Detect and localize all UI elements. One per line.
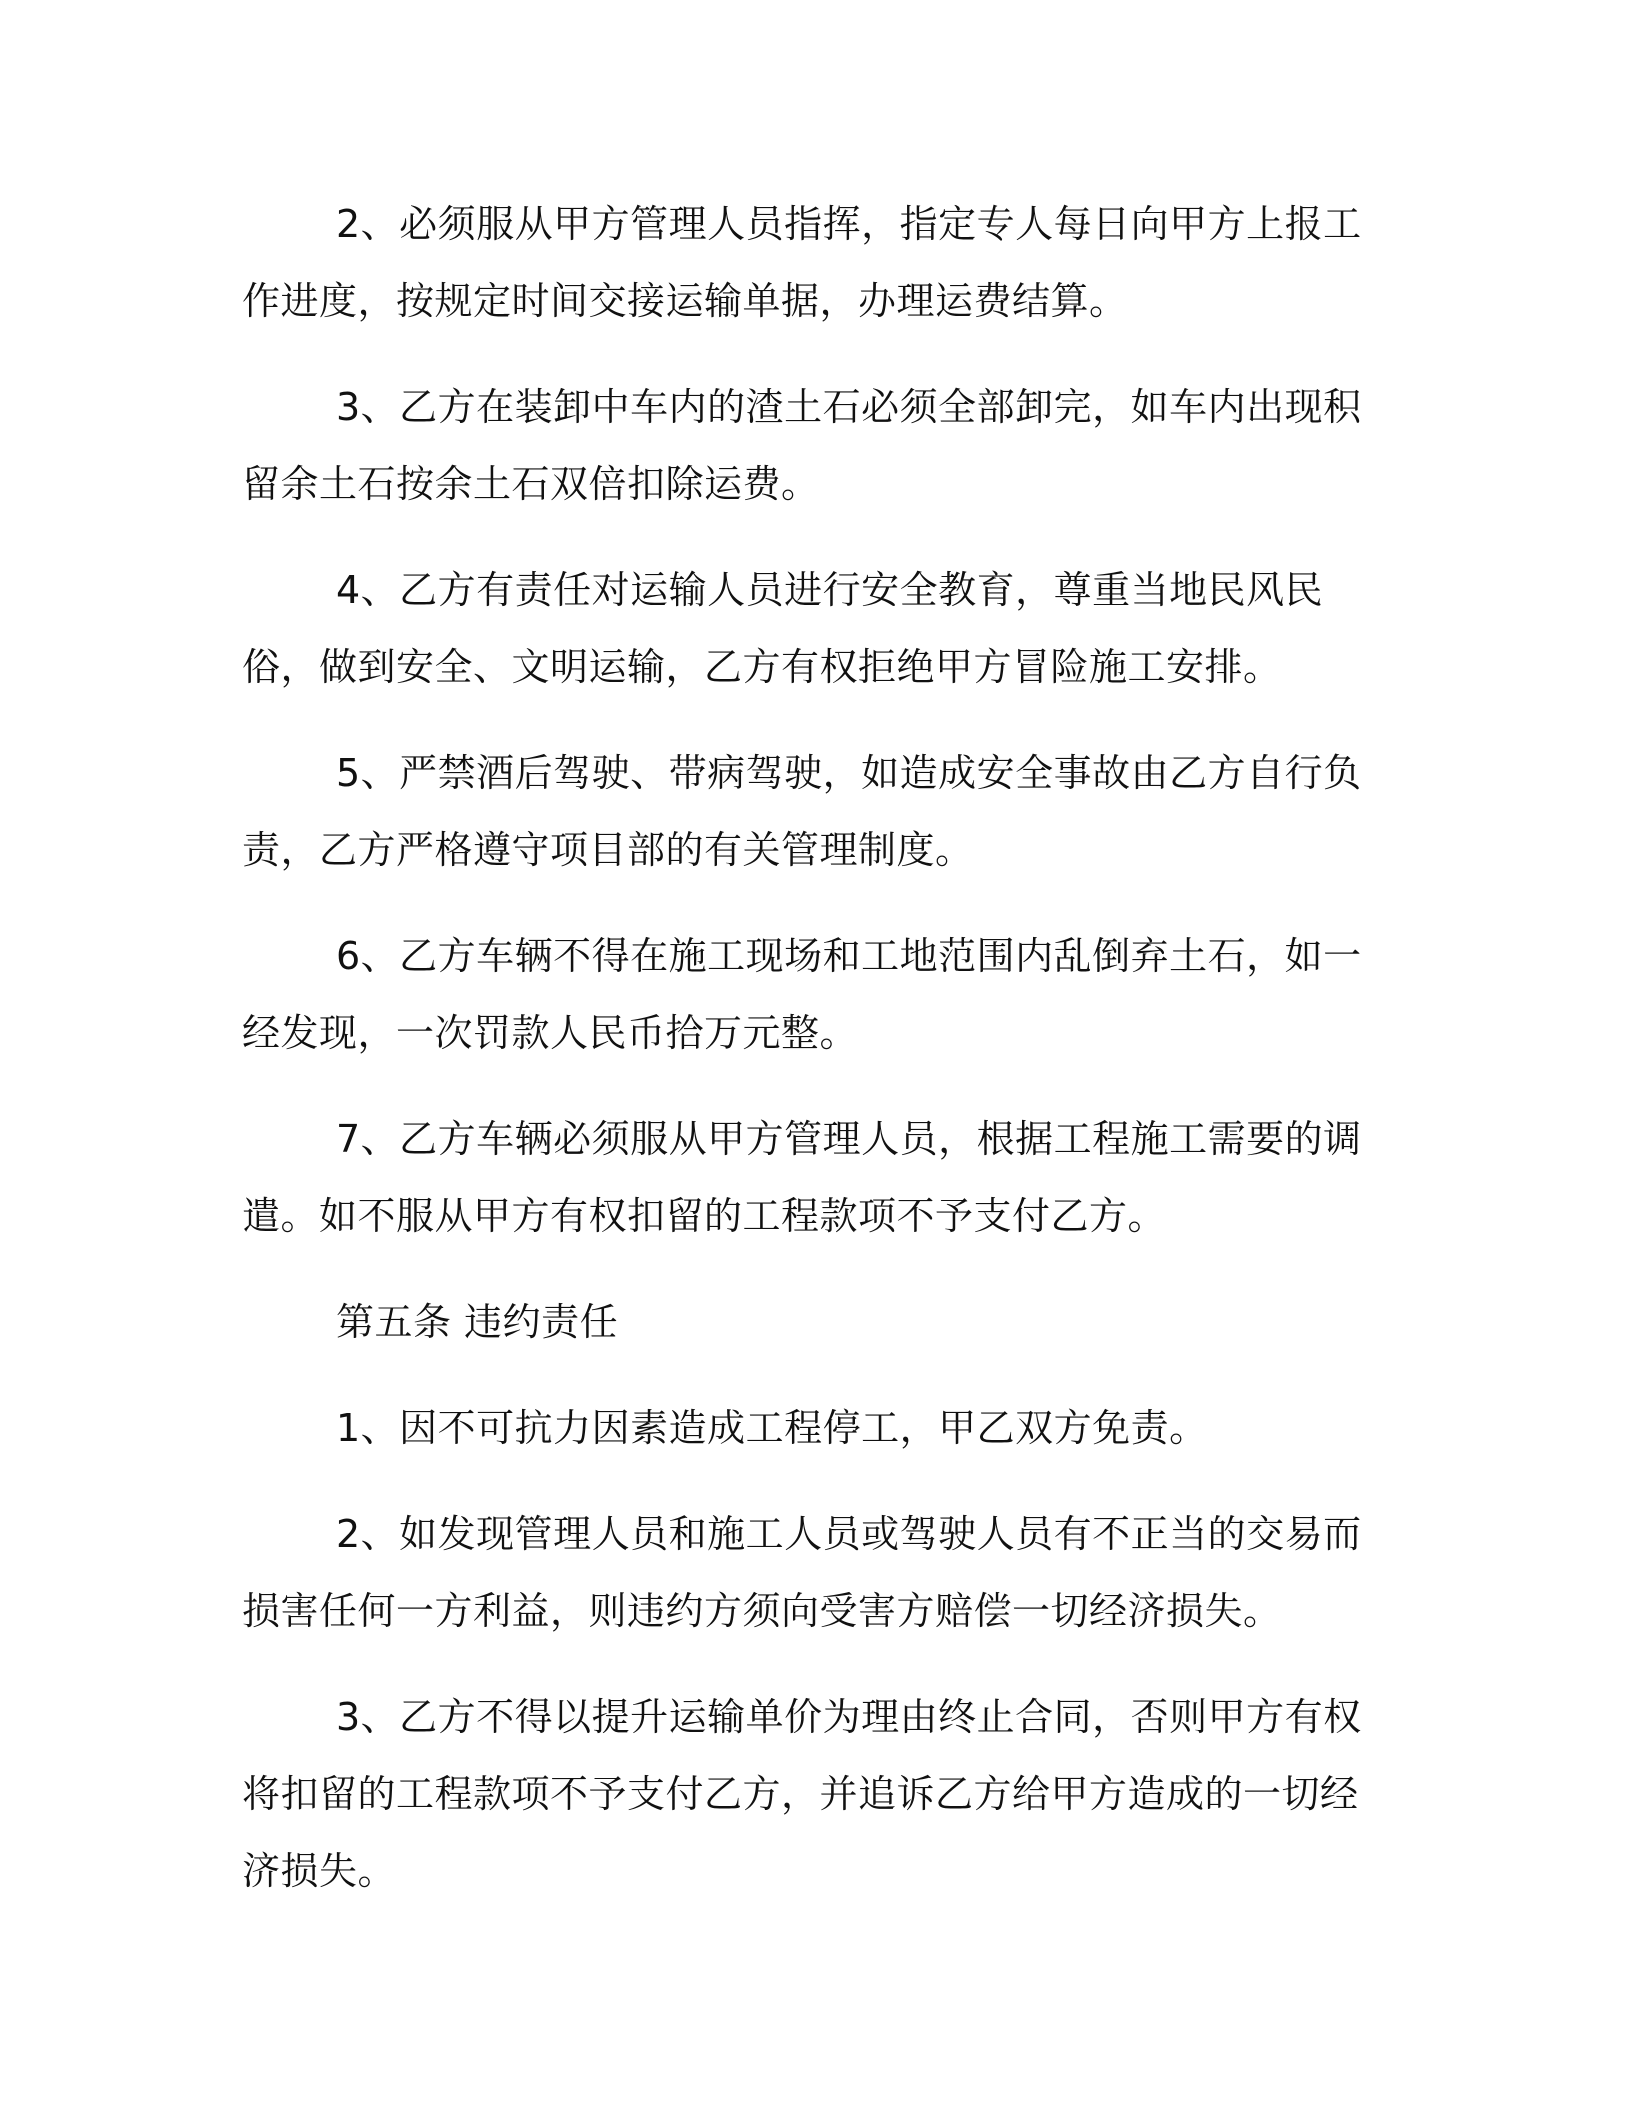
clause-item-3: 3、乙方在装卸中车内的渣土石必须全部卸完，如车内出现积留余土石按余土石双倍扣除运费。 xyxy=(242,385,1362,506)
clause-item-2: 2、必须服从甲方管理人员指挥，指定专人每日向甲方上报工作进度，按规定时间交接运输单据，办理运费结算。 xyxy=(242,202,1362,323)
clause-item-7: 7、乙方车辆必须服从甲方管理人员，根据工程施工需要的调遣。如不服从甲方有权扣留的工程款项不予支付乙方。 xyxy=(242,1117,1362,1238)
clause-item-6: 6、乙方车辆不得在施工现场和工地范围内乱倒弃土石，如一经发现，一次罚款人民币拾万元整。 xyxy=(242,934,1362,1055)
section-title: 第五条 违约责任 xyxy=(336,1300,619,1344)
document-body xyxy=(242,186,1382,1939)
clause-item-4: 4、乙方有责任对运输人员进行安全教育，尊重当地民风民俗，做到安全、文明运输，乙方有权拒绝甲方冒险施工安排。 xyxy=(242,568,1324,689)
liability-item-3: 3、乙方不得以提升运输单价为理由终止合同，否则甲方有权将扣留的工程款项不予支付乙方，并追诉乙方给甲方造成的一切经济损失。 xyxy=(242,1695,1362,1893)
clause-item-5: 5、严禁酒后驾驶、带病驾驶，如造成安全事故由乙方自行负责，乙方严格遵守项目部的有关管理制度。 xyxy=(242,751,1362,872)
liability-item-1: 1、因不可抗力因素造成工程停工，甲乙双方免责。 xyxy=(336,1406,1208,1450)
liability-item-2: 2、如发现管理人员和施工人员或驾驶人员有不正当的交易而损害任何一方利益，则违约方须向受害方赔偿一切经济损失。 xyxy=(242,1512,1362,1633)
